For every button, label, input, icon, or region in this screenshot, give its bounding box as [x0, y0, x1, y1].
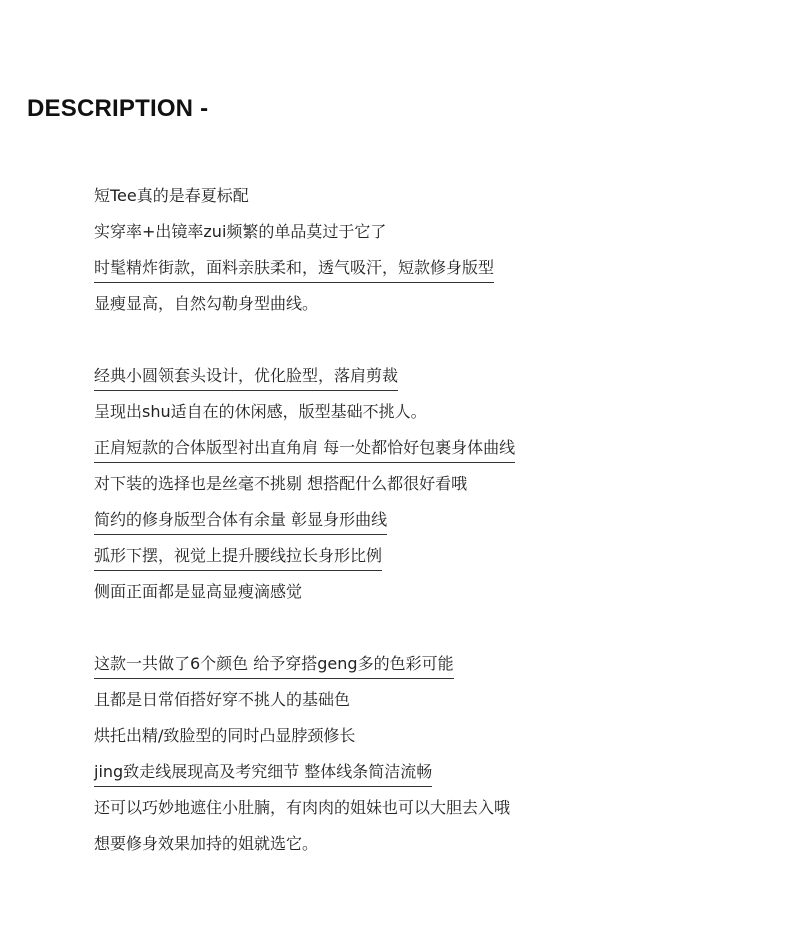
text-line-content: 显瘦显高，自然勾勒身型曲线。: [94, 294, 319, 313]
text-line-content: 时髦精炸街款，面料亲肤柔和，透气吸汗，短款修身版型: [94, 256, 494, 283]
text-line: [94, 502, 754, 538]
text-line: [94, 358, 754, 394]
text-line-content: 这款一共做了6个颜色 给予穿搭geng多的色彩可能: [94, 652, 454, 679]
text-line-content: 对下装的选择也是丝毫不挑剔 想搭配什么都很好看哦: [94, 474, 468, 493]
description-paragraph-3: [94, 646, 754, 862]
text-line-content: 弧形下摆，视觉上提升腰线拉长身形比例: [94, 544, 382, 571]
text-line: [94, 430, 754, 466]
text-line: [94, 754, 754, 790]
page-title: DESCRIPTION -: [27, 95, 209, 122]
text-line-content: 呈现出shu适自在的休闲感，版型基础不挑人。: [94, 402, 427, 421]
text-line: [94, 718, 754, 754]
text-line-content: 侧面正面都是显高显瘦滴感觉: [94, 582, 303, 601]
text-line-content: 实穿率+出镜率zui频繁的单品莫过于它了: [94, 222, 387, 241]
text-line-content: 经典小圆领套头设计，优化脸型，落肩剪裁: [94, 364, 398, 391]
text-line: [94, 538, 754, 574]
text-line: [94, 646, 754, 682]
description-paragraph-2: [94, 358, 754, 610]
text-line: [94, 214, 754, 250]
text-line: [94, 826, 754, 862]
text-line-content: 想要修身效果加持的姐就选它。: [94, 834, 319, 853]
text-line: [94, 394, 754, 430]
text-line-content: 烘托出精/致脸型的同时凸显脖颈修长: [94, 726, 356, 745]
text-line: [94, 286, 754, 322]
text-line-content: 短Tee真的是春夏标配: [94, 186, 249, 205]
text-line: [94, 682, 754, 718]
description-paragraph-1: [94, 178, 754, 322]
text-line-content: 还可以巧妙地遮住小肚腩，有肉肉的姐妹也可以大胆去入哦: [94, 798, 511, 817]
text-line: [94, 466, 754, 502]
text-line: [94, 790, 754, 826]
text-line: [94, 178, 754, 214]
text-line-content: jing致走线展现高及考究细节 整体线条简洁流畅: [94, 760, 432, 787]
text-line-content: 简约的修身版型合体有余量 彰显身形曲线: [94, 508, 387, 535]
text-line: [94, 250, 754, 286]
text-line-content: 且都是日常佰搭好穿不挑人的基础色: [94, 690, 351, 709]
text-line-content: 正肩短款的合体版型衬出直角肩 每一处都恰好包裹身体曲线: [94, 436, 515, 463]
text-line: [94, 574, 754, 610]
